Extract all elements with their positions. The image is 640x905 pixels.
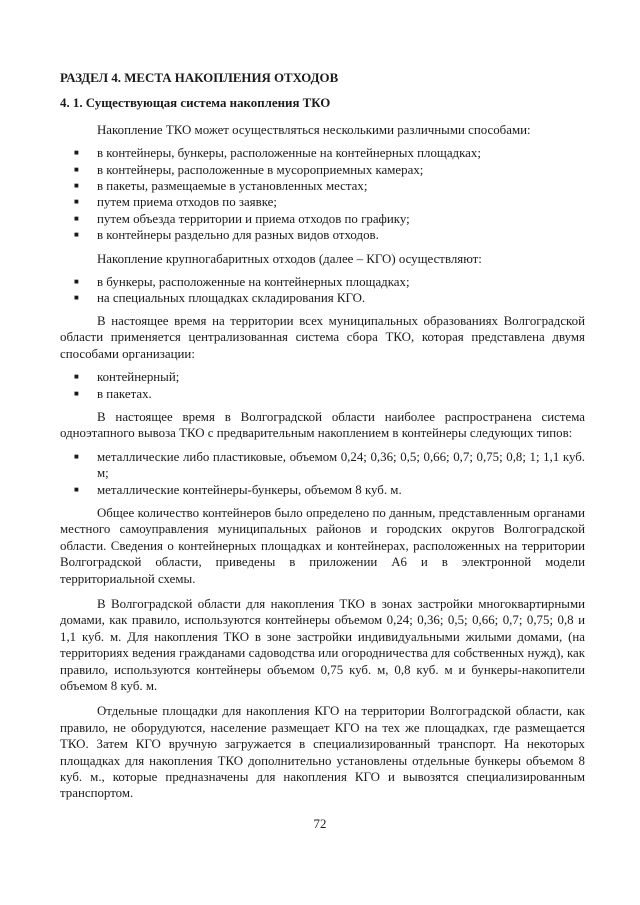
list-item: ■ на специальных площадках складирования КГО.: [60, 290, 585, 306]
list-item: ■ контейнерный;: [60, 369, 585, 385]
section-title: РАЗДЕЛ 4. МЕСТА НАКОПЛЕНИЯ ОТХОДОВ: [60, 71, 339, 85]
document-page: [60, 70, 585, 802]
list-item: ■ в бункеры, расположенные на контейнерных площадках;: [60, 274, 585, 290]
list-item: ■ в пакеты, размещаемые в установленных местах;: [60, 178, 585, 194]
paragraph-system: В настоящее время на территории всех муниципальных образованиях Волгоградской области применяется централизованная система сбора ТКО, которая представлена двумя способами организации:: [60, 313, 585, 361]
list-item: ■ металлические либо пластиковые, объемом 0,24; 0,36; 0,5; 0,66; 0,7; 0,75; 0,8; 1; 1,1 куб. м;: [60, 449, 585, 482]
list-item: ■ в контейнеры раздельно для разных видов отходов.: [60, 227, 585, 243]
list-item: ■ путем приема отходов по заявке;: [60, 194, 585, 210]
list-item: ■ в контейнеры, бункеры, расположенные на контейнерных площадках;: [60, 145, 585, 161]
subsection-title: 4. 1. Существующая система накопления ТКО: [60, 96, 331, 111]
list-item: ■ металлические контейнеры-бункеры, объемом 8 куб. м.: [60, 482, 585, 498]
paragraph-kgo-intro: Накопление крупногабаритных отходов (далее – КГО) осуществляют:: [97, 251, 482, 266]
paragraph-methods-intro: Накопление ТКО может осуществляться несколькими различными способами:: [97, 122, 531, 137]
system-list: [60, 369, 585, 402]
paragraph-total: Общее количество контейнеров было определено по данным, представленным органами местного самоуправления муниципальных районов и городских округов Волгоградской области. Сведения о контейнерных площадках и контейнерах, расположенных на территории Волгоградской области, приведены в приложении А6 и в электронной модели территориальной схемы.: [60, 505, 585, 586]
kgo-list: [60, 274, 585, 307]
list-item: ■ путем объезда территории и приема отходов по графику;: [60, 211, 585, 227]
page-number: 72: [313, 817, 327, 831]
list-item: ■ в пакетах.: [60, 386, 585, 402]
paragraph-kgo-sites: Отдельные площадки для накопления КГО на территории Волгоградской области, как правило, не оборудуются, население размещает КГО на тех же площадках, где размещается ТКО. Затем КГО вручную загружается в специализированный транспорт. На некоторых площадках для накопления ТКО дополнительно установлены отдельные бункеры объемом 8 куб. м., которые предназначены для накопления КГО и вывозятся специализированным транспортом.: [60, 704, 585, 801]
list-item: ■ в контейнеры, расположенные в мусороприемных камерах;: [60, 162, 585, 178]
paragraph-containers-intro: В настоящее время в Волгоградской области наиболее распространена система одноэтапного вывоза ТКО с предварительным накоплением в контейнеры следующих типов:: [60, 409, 585, 441]
containers-list: [60, 449, 585, 498]
methods-list: [60, 145, 585, 243]
paragraph-zones: В Волгоградской области для накопления ТКО в зонах застройки многоквартирными домами, как правило, используются контейнеры объемом 0,24; 0,36; 0,5; 0,66; 0,7; 0,75; 0,8 и 1,1 куб. м. Для накопления ТКО в зоне застройки индивидуальными жилыми домами, (на территориях ведения гражданами садоводства или огородничества для собственных нужд), как правило, используются контейнеры объемом 0,75 куб. м, 0,8 куб. м и бункеры-накопители объемом 8 куб. м.: [60, 596, 585, 693]
